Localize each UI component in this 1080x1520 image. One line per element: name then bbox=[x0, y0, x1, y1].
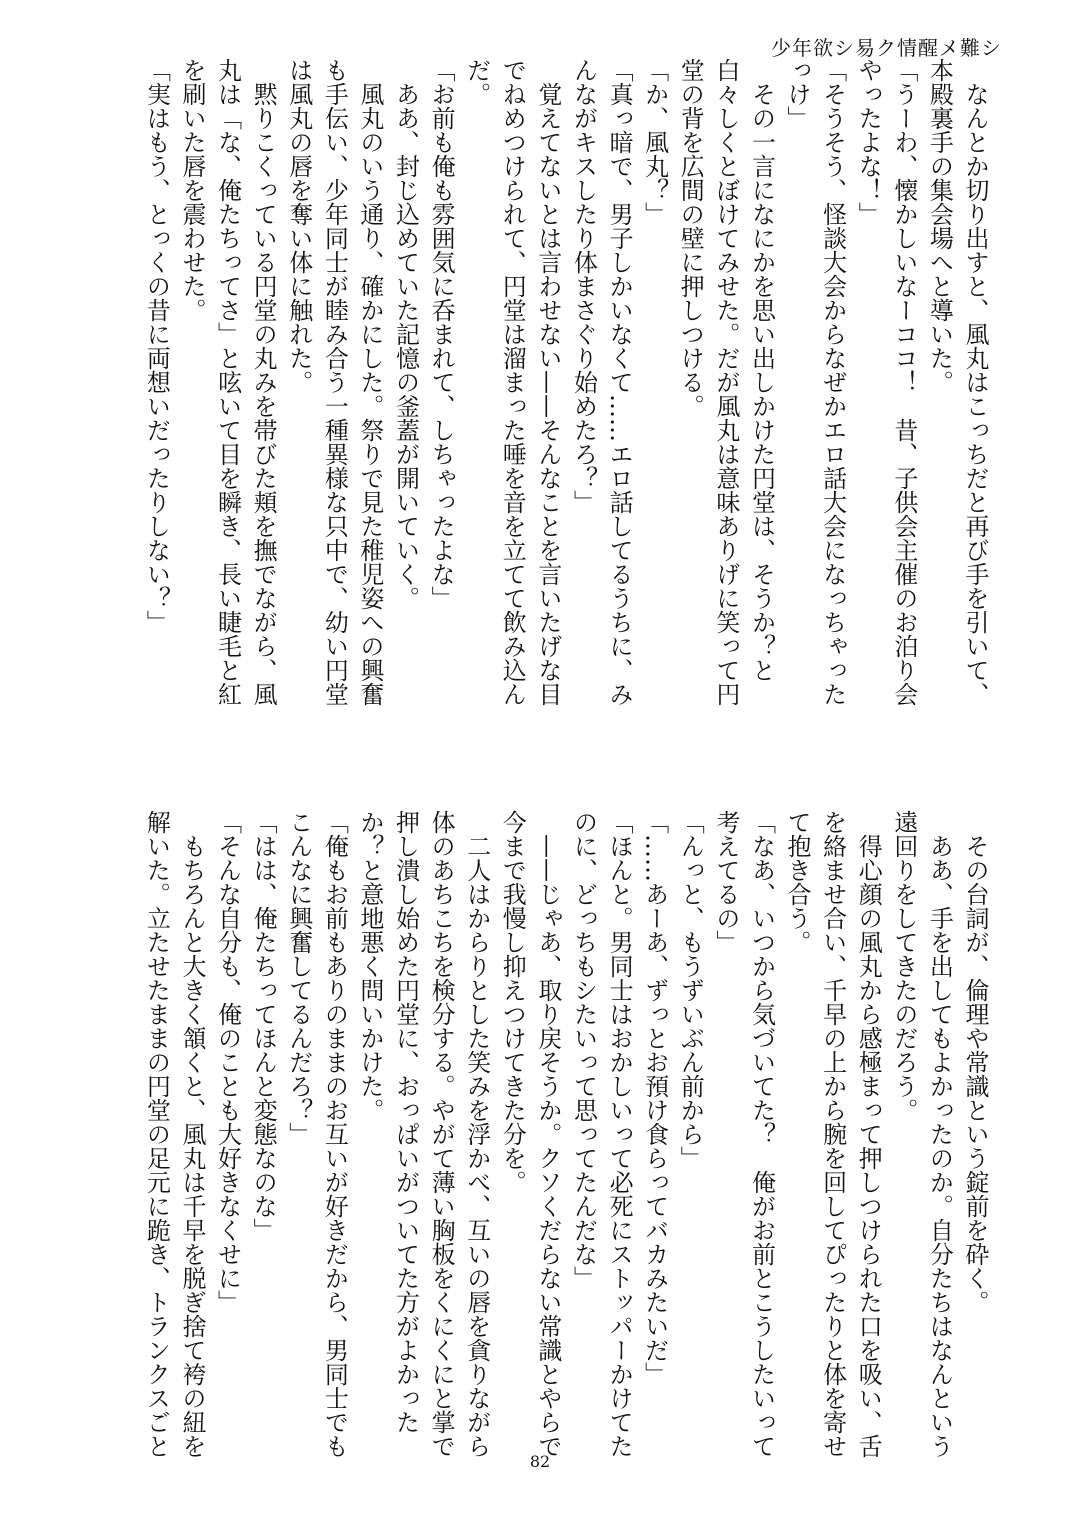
text-column: 考えてるの」 bbox=[711, 810, 740, 954]
text-column: 遠回りをしてきたのだろう。 bbox=[889, 810, 918, 1122]
text-column: 風丸のいう通り、確かにした。祭りで見た稚児姿への興奮 bbox=[355, 58, 384, 706]
text-column: 「……あーあ、ずっとお預け食らってバカみたいだ」 bbox=[640, 810, 669, 1386]
text-column: 今まで我慢し抑えつけてきた分を。 bbox=[498, 810, 527, 1194]
text-column: ——じゃあ、取り戻そうか。クソくだらない常識とやらで bbox=[533, 810, 562, 1458]
text-block-bottom bbox=[138, 810, 992, 1458]
text-column: 「うーわ、懐かしいなーココ！ 昔、子供会主催のお泊り会 bbox=[889, 58, 918, 706]
text-column: その台詞が、倫理や常識という錠前を砕く。 bbox=[961, 810, 989, 1314]
text-column: その一言になにかを思い出しかけた円堂は、そうか？と bbox=[747, 58, 776, 682]
text-column: 「ほんと。男同士はおかしいって必死にストッパーかけてた bbox=[605, 810, 634, 1458]
text-column: 「なあ、いつから気づいてた？ 俺がお前とこうしたいって bbox=[747, 810, 776, 1458]
text-column: のに、どっちもシたいって思ってたんだな」 bbox=[569, 810, 598, 1290]
text-column: でねめつけられて、円堂は溜まった唾を音を立てて飲み込ん bbox=[498, 58, 527, 706]
text-column: 「はは、俺たちってほんと変態なのな」 bbox=[249, 810, 278, 1242]
text-column: 「お前も俺も雰囲気に呑まれて、しちゃったよな」 bbox=[427, 58, 456, 610]
text-column: 「か、風丸？」 bbox=[640, 58, 669, 226]
text-column: 押し潰し始めた円堂に、おっぱいがついてた方がよかった bbox=[391, 810, 420, 1434]
text-column: もちろんと大きく頷くと、風丸は千早を脱ぎ捨て袴の紐を bbox=[177, 810, 206, 1458]
text-column: だ。 bbox=[462, 58, 491, 106]
text-column: て抱き合う。 bbox=[783, 810, 812, 954]
text-column: 「実はもう、とっくの昔に両想いだったりしない？」 bbox=[142, 58, 171, 634]
text-column: ああ、封じ込めていた記憶の釜蓋が開いていく。 bbox=[391, 58, 420, 610]
running-header: 少年欲シ易ク情醒メ難シ bbox=[771, 36, 1002, 60]
text-column: 得心顔の風丸から感極まって押しつけられた口を吸い、舌 bbox=[854, 810, 883, 1458]
text-column: 体のあちこちを検分する。やがて薄い胸板をくにくにと掌で bbox=[427, 810, 456, 1458]
text-column: を絡ませ合い、千早の上から腕を回してぴったりと体を寄せ bbox=[818, 810, 847, 1458]
text-column: 二人はからりとした笑みを浮かべ、互いの唇を貪りながら bbox=[462, 810, 491, 1458]
text-column: 白々しくとぼけてみせた。だが風丸は意味ありげに笑って円 bbox=[711, 58, 740, 706]
text-column: やったよな！」 bbox=[854, 58, 883, 226]
text-column: 「そんな自分も、俺のことも大好きなくせに」 bbox=[213, 810, 242, 1314]
text-column: 本殿裏手の集会場へと導いた。 bbox=[925, 58, 954, 394]
text-column: 丸は「な、俺たちってさ」と呟いて目を瞬き、長い睫毛と紅 bbox=[213, 58, 242, 706]
text-column: っけ」 bbox=[783, 58, 812, 130]
page-number: 82 bbox=[529, 1452, 551, 1471]
text-column: 黙りこくっている円堂の丸みを帯びた頬を撫でながら、風 bbox=[249, 58, 278, 706]
text-column: なんとか切り出すと、風丸はこっちだと再び手を引いて、 bbox=[961, 58, 989, 706]
text-column: 堂の背を広間の壁に押しつける。 bbox=[676, 58, 705, 418]
text-block-top bbox=[138, 58, 992, 706]
text-column: も手伝い、少年同士が睦み合う一種異様な只中で、幼い円堂 bbox=[320, 58, 349, 706]
text-column: 解いた。立たせたままの円堂の足元に跪き、トランクスごと bbox=[142, 810, 171, 1458]
text-column: を刷いた唇を震わせた。 bbox=[177, 58, 206, 322]
text-column: は風丸の唇を奪い体に触れた。 bbox=[284, 58, 313, 394]
text-column: こんなに興奮してるんだろ？」 bbox=[284, 810, 313, 1146]
text-column: ああ、手を出してもよかったのか。自分たちはなんという bbox=[925, 810, 954, 1458]
text-column: 「んっと、もうずいぶん前から」 bbox=[676, 810, 705, 1170]
text-column: んながキスしたり体まさぐり始めたろ？」 bbox=[569, 58, 598, 514]
text-column: 覚えてないとは言わせない——そんなことを言いたげな目 bbox=[533, 58, 562, 706]
text-column: 「真っ暗で、男子しかいなくて……エロ話してるうちに、み bbox=[605, 58, 634, 706]
text-column: 「そうそう、怪談大会からなぜかエロ話大会になっちゃった bbox=[818, 58, 847, 706]
text-column: か？と意地悪く問いかけた。 bbox=[355, 810, 384, 1122]
text-column: 「俺もお前もありのままのお互いが好きだから、男同士でも bbox=[320, 810, 349, 1458]
